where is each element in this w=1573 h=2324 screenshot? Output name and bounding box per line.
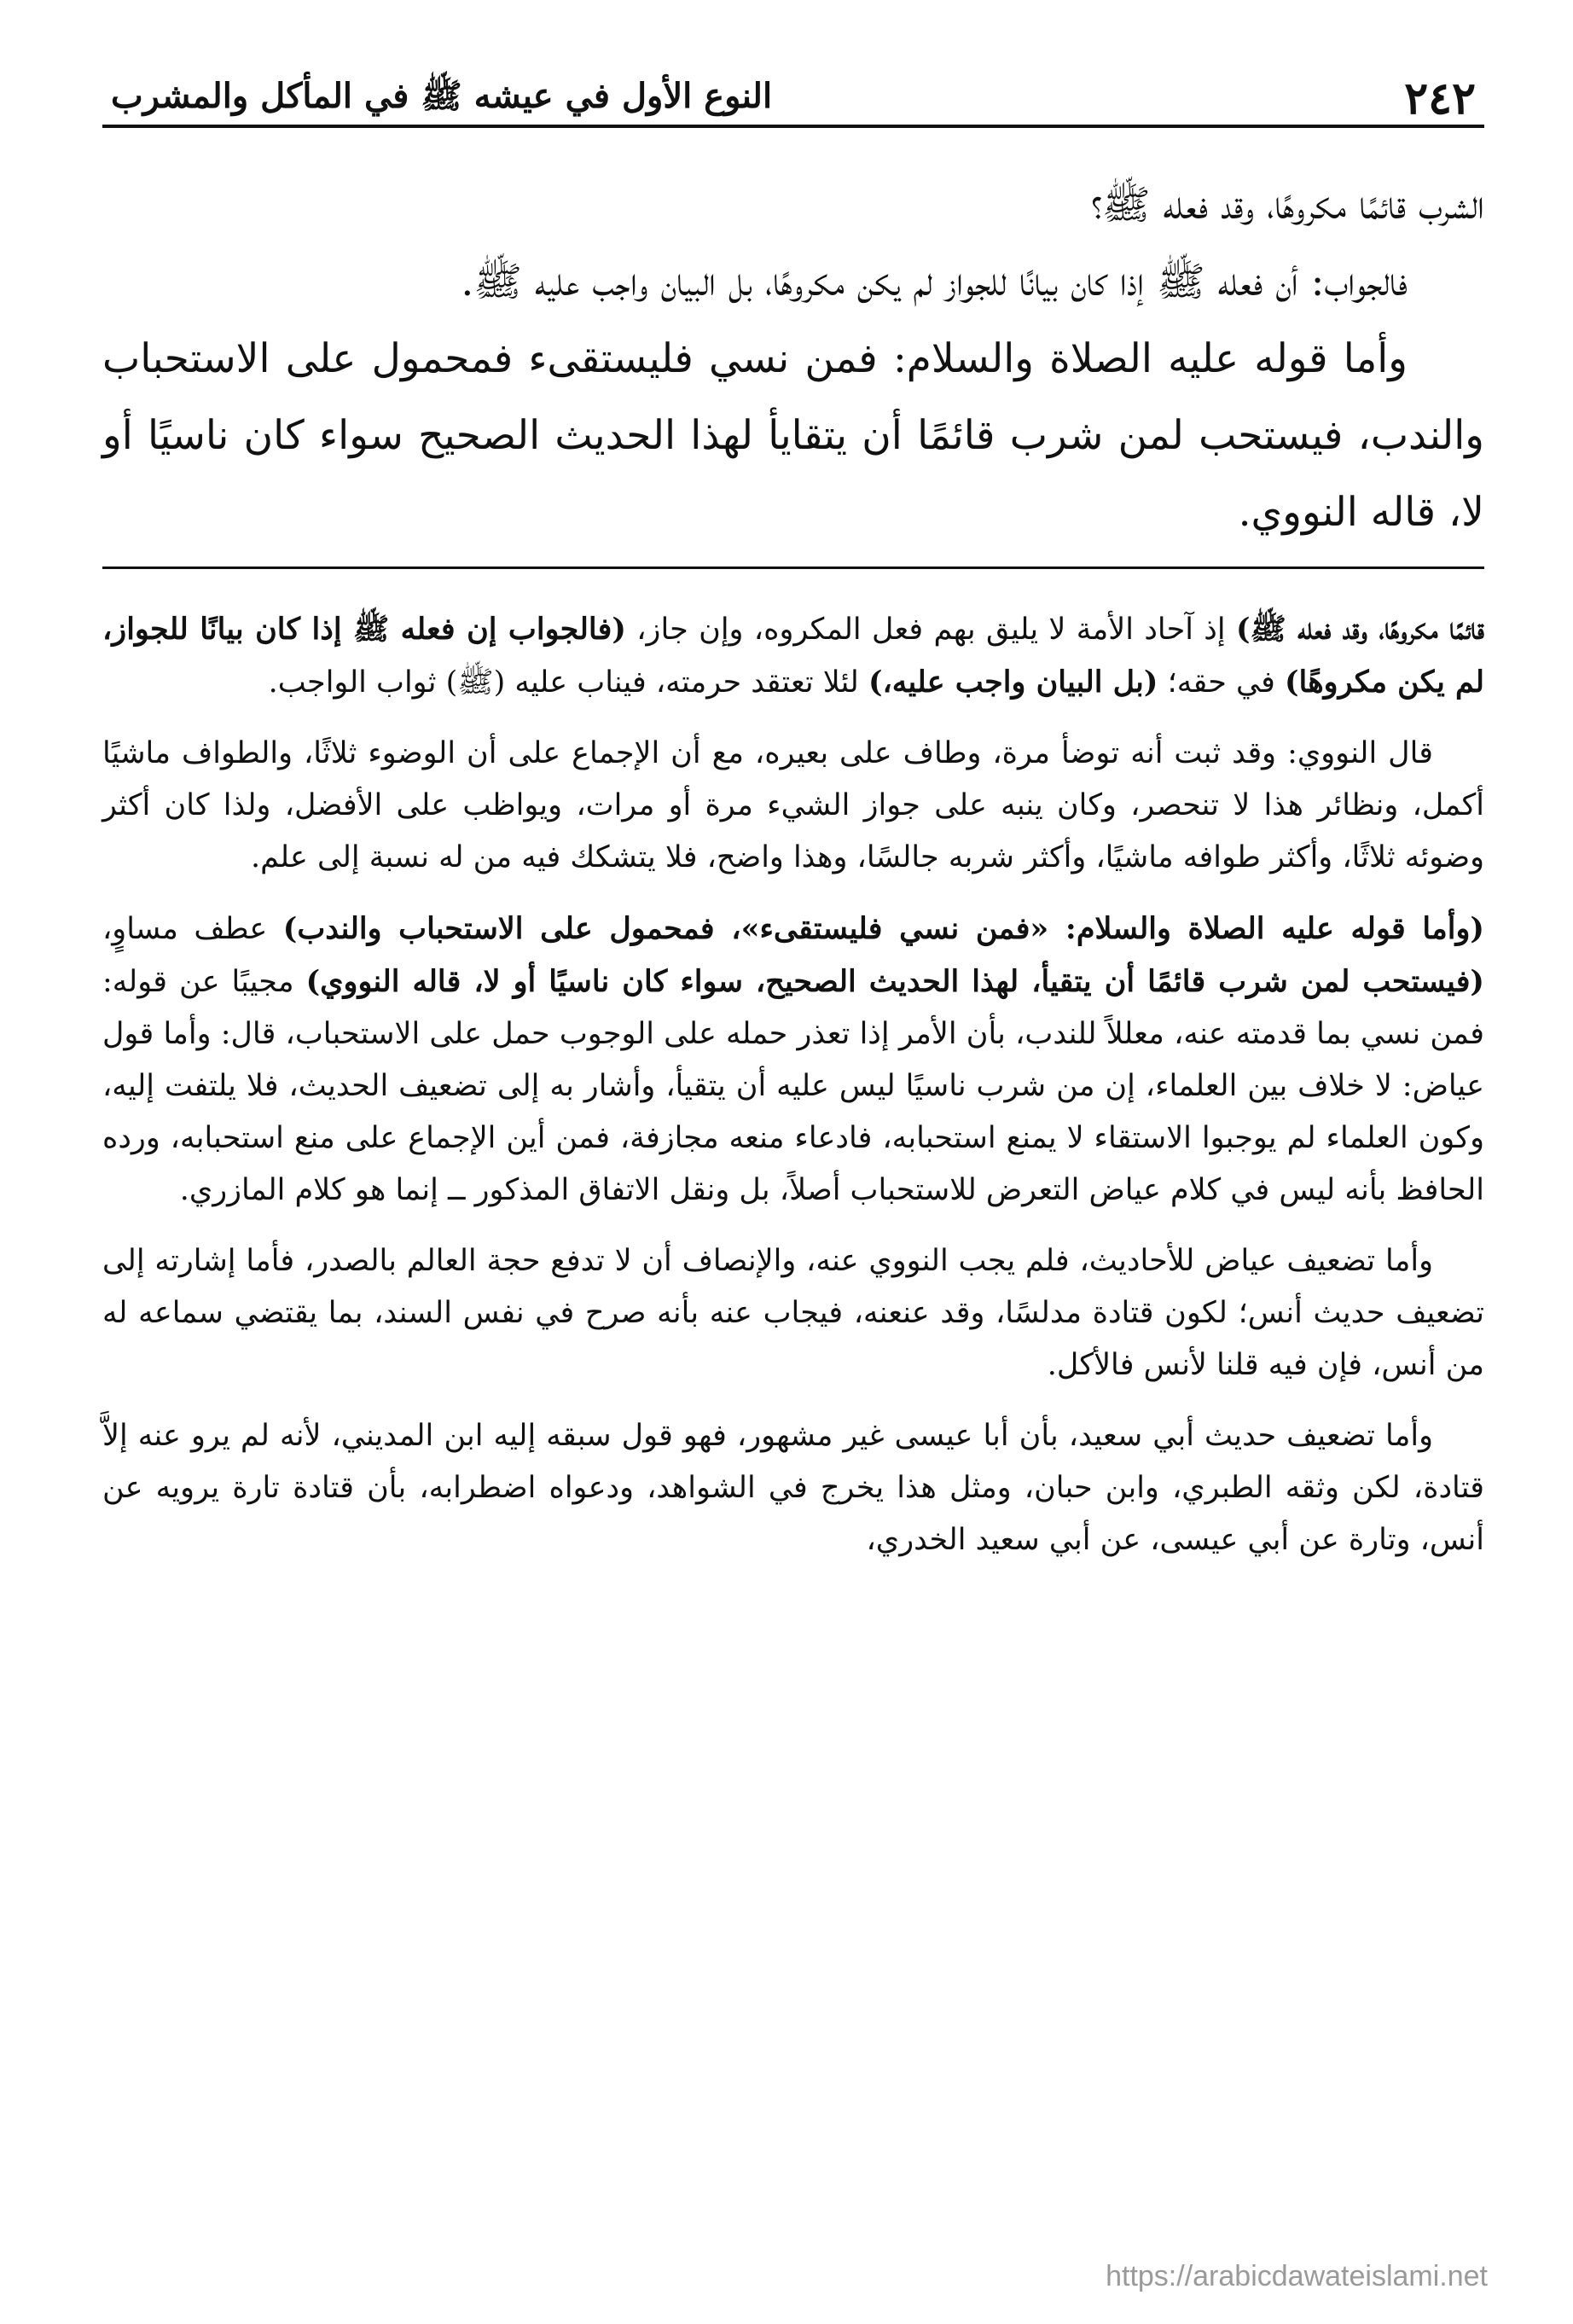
commentary-text: إذ آحاد الأمة لا يليق بهم فعل المكروه، وإن جاز، [625, 613, 1236, 647]
commentary-paragraph: قال النووي: وقد ثبت أنه توضأ مرة، وطاف على بعيره، مع أن الإجماع على أن الوضوء ثلاثًا، والطواف ماشيًا أكمل، ونظائر هذا لا تنحصر، وكان ينبه على جواز الشيء مرة أو مرات، ويواظب على الأفضل، ولذا كان أكثر وضوئه ثلاثًا، وأكثر طوافه ماشيًا، وأكثر شربه جالسًا، وهذا واضح، فلا يتشكك فيه من له نسبة إلى علم. [102, 736, 1484, 874]
page-number: ٢٤٢ [1404, 73, 1476, 125]
quoted-text: (وأما قوله عليه الصلاة والسلام: «فمن نسي فليستقىء»، فمحمول على الاستحباب والندب) [282, 911, 1484, 946]
commentary-text: في حقه؛ [1158, 665, 1285, 700]
quoted-text: (فيستحب لمن شرب قائمًا أن يتقيأ، لهذا الحديث الصحيح، سواء كان ناسيًا أو لا، قاله النووي) [305, 964, 1484, 999]
quoted-text: (فالجواب إن فعله ﷺ إذا كان بيانًا للجواز، لم يكن مكروهًا) [102, 612, 1484, 700]
main-paragraph: وأما قوله عليه الصلاة والسلام: فمن نسي فليستقىء فمحمول على الاستحباب والندب، فيستحب لمن شرب قائمًا أن يتقايأ لهذا الحديث الصحيح سواء كان ناسيًا أو لا، قاله النووي. [102, 335, 1484, 536]
commentary-text: مجيبًا عن قوله: فمن نسي بما قدمته عنه، معللاً للندب، بأن الأمر إذا تعذر حمله على الوجوب حمل على الاستحباب، قال: وأما قول عياض: لا خلاف بين العلماء، إن من شرب ناسيًا ليس عليه أن يتقيأ، وأشار به إلى تضعيف الحديث، فلا يلتفت إليه، وكون العلماء لم يوجبوا الاستقاء لا يمنع استحبابه، فادعاء منعه مجازفة، فمن أين الإجماع على منع استحبابه، ورده الحافظ بأنه ليس في كلام عياض التعرض للاستحباب أصلاً، بل ونقل الاتفاق المذكور ــ إنما هو كلام المازري. [102, 965, 1484, 1207]
main-text [102, 167, 1484, 551]
main-paragraph: الشرب قائمًا مكروهًا، وقد فعله ﷺ؟ [1090, 182, 1484, 229]
main-paragraph: فالجواب: أن فعله ﷺ إذا كان بيانًا للجواز لم يكن مكروهًا، بل البيان واجب عليه ﷺ. [461, 259, 1408, 305]
quoted-text: قائمًا مكروهًا، وقد فعله ﷺ) [1235, 612, 1484, 647]
commentary-text: عطف مساوٍ، [102, 912, 283, 946]
document-page [102, 51, 1484, 2286]
quoted-text: (بل البيان واجب عليه،) [868, 665, 1158, 700]
page-header [102, 51, 1484, 128]
commentary-text: لئلا تعتقد حرمته، فيناب عليه (ﷺ) ثواب الواجب. [268, 665, 868, 700]
commentary-paragraph [102, 903, 1484, 1217]
commentary-paragraph [102, 603, 1484, 709]
running-title: النوع الأول في عيشه ﷺ في المأكل والمشرب [111, 76, 773, 116]
watermark-url: https://arabicdawateislami.net [1106, 2260, 1488, 2292]
commentary-paragraph: وأما تضعيف حديث أبي سعيد، بأن أبا عيسى غير مشهور، فهو قول سبقه إليه ابن المديني، لأنه لم يرو عنه إلاَّ قتادة، لكن وثقه الطبري، وابن حبان، ومثل هذا يخرج في الشواهد، ودعواه اضطرابه، بأن قتادة تارة يرويه عن أنس، وتارة عن أبي عيسى، عن أبي سعيد الخدري، [102, 1419, 1484, 1557]
commentary-paragraph: وأما تضعيف عياض للأحاديث، فلم يجب النووي عنه، والإنصاف أن لا تدفع حجة العالم بالصدر، فأما إشارته إلى تضعيف حديث أنس؛ لكون قتادة مدلسًا، وقد عنعنه، فيجاب عنه بأنه صرح في نفس السند، بما يقتضي سماعه له من أنس، فإن فيه قلنا لأنس فالأكل. [102, 1244, 1484, 1382]
text-separator [102, 566, 1484, 569]
commentary [102, 603, 1484, 1566]
